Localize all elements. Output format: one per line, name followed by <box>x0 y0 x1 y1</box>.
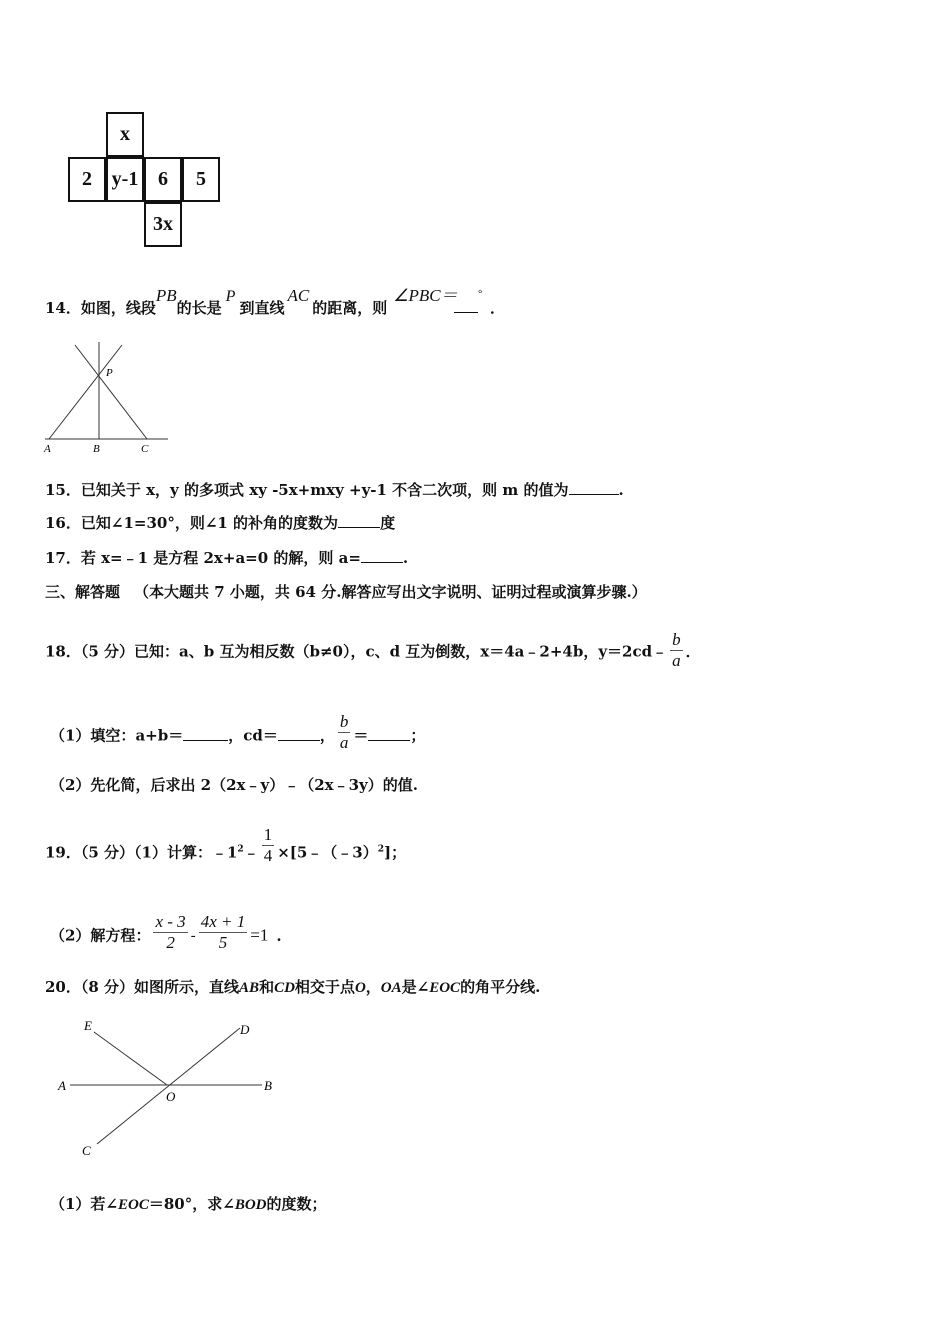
question-17: 17．若 x=﹣1 是方程 2x+a=0 的解，则 a= . <box>45 549 409 567</box>
label-c: C <box>82 1143 91 1158</box>
label-a: A <box>58 1078 66 1093</box>
question-15: 15．已知关于 x，y 的多项式 xy -5x+mxy +y-1 不含二次项，则 m 的值为 . <box>45 481 624 499</box>
net-cell-top: x <box>106 112 144 157</box>
label-b: B <box>93 443 100 455</box>
label-a: A <box>44 443 51 455</box>
question-18-part-2: （2）先化简，后求出 2（2x﹣y）﹣（2x﹣3y）的值. <box>50 776 418 794</box>
question-19-part-2: （2）解方程： $\frac{x - 3}{2}$ - $\frac{4x + 1}{5}$ =1 . <box>50 912 282 952</box>
label-o: O <box>166 1089 176 1104</box>
question-18-part-1: （1）填空：a+b＝ ，cd＝ ， $\frac{b}{a}$ ＝ ； <box>50 712 426 752</box>
section-3-heading: 三、解答题 （本大题共 7 小题，共 64 分.解答应写出文字说明、证明过程或演算步骤.） <box>45 583 647 601</box>
label-b: B <box>264 1078 272 1093</box>
question-19-part-1: 19．（5 分）（1）计算：$﹣1^2﹣$ $\frac{1}{4}$ ×[5﹣（﹣3）$^2$]； <box>45 825 407 865</box>
label-d: D <box>240 1022 250 1037</box>
ray-oe <box>94 1032 167 1085</box>
question-20-part-1: （1）若∠EOC＝80°，求∠BOD的度数； <box>50 1195 327 1213</box>
question-14: 14．如图，线段PB的长是P到直线AC的距离，则∠PBC＝ °． <box>45 286 505 317</box>
net-cell-bottom: 3x <box>144 202 182 247</box>
net-cell-4: 5 <box>182 157 220 202</box>
label-e: E <box>84 1018 92 1033</box>
figure-14 <box>40 340 175 458</box>
question-16: 16．已知∠1=30°，则∠1 的补角的度数为 度 <box>45 514 396 532</box>
question-20: 20．（8 分）如图所示，直线AB和CD相交于点O，OA是∠EOC的角平分线. <box>45 978 541 996</box>
net-cell-1: 2 <box>68 157 106 202</box>
label-p: P <box>106 367 113 379</box>
figure-20 <box>52 1012 287 1162</box>
net-cell-2: y-1 <box>106 157 144 202</box>
line-cd <box>97 1028 240 1144</box>
label-c: C <box>141 443 149 455</box>
net-cell-3: 6 <box>144 157 182 202</box>
question-18: 18．（5 分）已知：a、b 互为相反数（b≠0），c、d 互为倒数，x＝4a﹣2+4b，y＝2cd﹣ $\frac{b}{a}$ ． <box>45 630 701 670</box>
